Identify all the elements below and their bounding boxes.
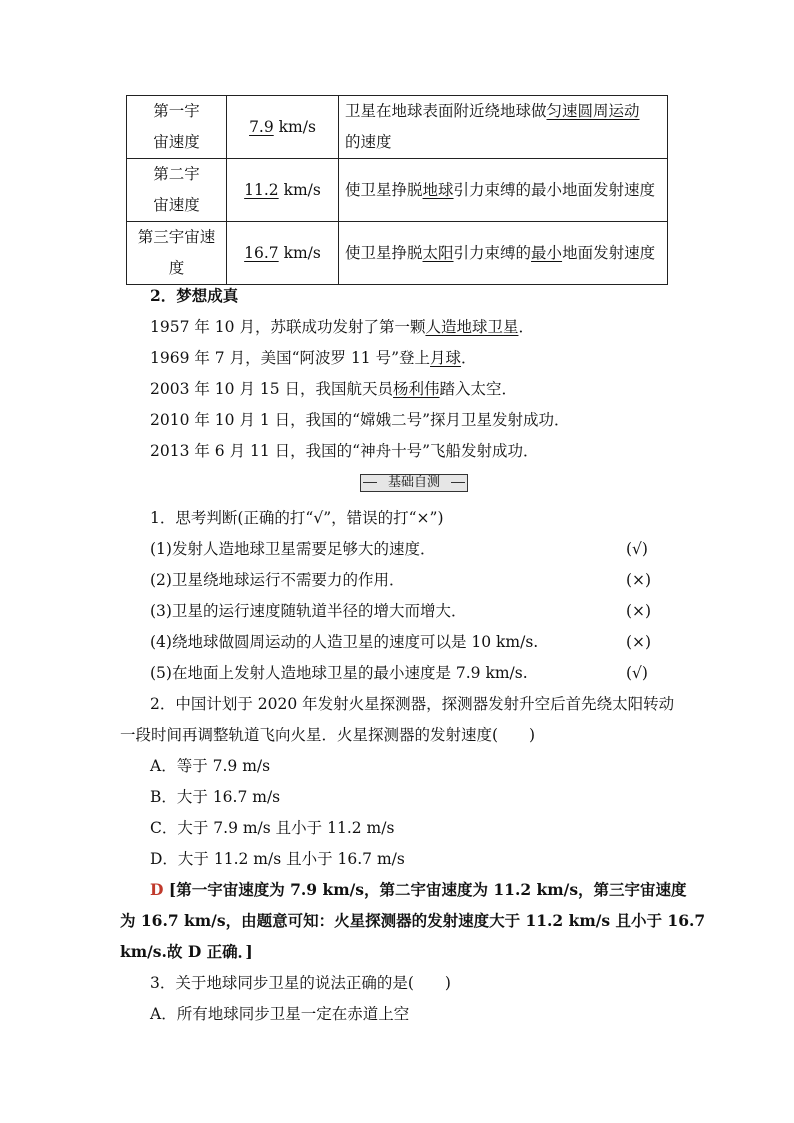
section-badge: 基础自测 bbox=[360, 474, 468, 492]
history-line: 2013 年 6 月 11 日，我国的“神舟十号”飞船发射成功． bbox=[150, 442, 539, 460]
question-stem: 3．关于地球同步卫星的说法正确的是( ) bbox=[150, 974, 451, 992]
history-line: 1957 年 10 月，苏联成功发射了第一颗人造地球卫星． bbox=[150, 318, 534, 336]
judgement-item: (5)在地面上发射人造地球卫星的最小速度是 7.9 km/s. bbox=[150, 664, 528, 682]
option-d: D．大于 11.2 m/s 且小于 16.7 m/s bbox=[150, 850, 405, 868]
option-a: A．等于 7.9 m/s bbox=[150, 757, 271, 775]
explanation-line: 为 16.7 km/s，由题意可知：火星探测器的发射速度大于 11.2 km/s 且小于 16.7 bbox=[120, 911, 706, 930]
option-a: A．所有地球同步卫星一定在赤道上空 bbox=[150, 1005, 410, 1023]
velocity-name-cell: 第二宇 宙速度 bbox=[127, 159, 227, 222]
velocity-value-cell: 16.7 km/s bbox=[227, 222, 339, 285]
explanation-line: D [第一宇宙速度为 7.9 km/s，第二宇宙速度为 11.2 km/s，第三宇宙速度 bbox=[150, 880, 687, 899]
judgement-item: (3)卫星的运行速度随轨道半径的增大而增大． bbox=[150, 602, 467, 620]
option-c: C．大于 7.9 m/s 且小于 11.2 m/s bbox=[150, 819, 395, 837]
table-row bbox=[127, 159, 668, 222]
question-title: 1．思考判断(正确的打“√”，错误的打“×”) bbox=[150, 509, 444, 527]
section-heading: 2．梦想成真 bbox=[150, 286, 239, 305]
judgement-mark: (×) bbox=[626, 602, 652, 620]
table-row bbox=[127, 222, 668, 285]
question-stem: 2．中国计划于 2020 年发射火星探测器，探测器发射升空后首先绕太阳转动 bbox=[150, 695, 675, 713]
explanation-line: km/s.故 D 正确．] bbox=[120, 942, 253, 961]
judgement-mark: (×) bbox=[626, 571, 652, 589]
judgement-item: (2)卫星绕地球运行不需要力的作用． bbox=[150, 571, 405, 589]
velocity-desc-cell: 使卫星挣脱地球引力束缚的最小地面发射速度 bbox=[339, 159, 668, 222]
answer-letter: D bbox=[150, 880, 164, 899]
cosmic-velocity-table bbox=[126, 95, 668, 285]
judgement-item: (1)发射人造地球卫星需要足够大的速度． bbox=[150, 540, 436, 558]
judgement-mark: (×) bbox=[626, 633, 652, 651]
velocity-desc-cell: 使卫星挣脱太阳引力束缚的最小地面发射速度 bbox=[339, 222, 668, 285]
history-line: 1969 年 7 月，美国“阿波罗 11 号”登上月球． bbox=[150, 349, 477, 367]
velocity-name-cell: 第三宇宙速 度 bbox=[127, 222, 227, 285]
table-row bbox=[127, 96, 668, 159]
history-line: 2003 年 10 月 15 日，我国航天员杨利伟踏入太空． bbox=[150, 380, 518, 398]
velocity-name-cell: 第一宇 宙速度 bbox=[127, 96, 227, 159]
judgement-mark: (√) bbox=[626, 664, 648, 682]
history-line: 2010 年 10 月 1 日，我国的“嫦娥二号”探月卫星发射成功． bbox=[150, 411, 570, 429]
velocity-value-cell: 11.2 km/s bbox=[227, 159, 339, 222]
question-stem: 一段时间再调整轨道飞向火星．火星探测器的发射速度( ) bbox=[120, 726, 536, 744]
velocity-desc-cell: 卫星在地球表面附近绕地球做匀速圆周运动 的速度 bbox=[339, 96, 668, 159]
judgement-item: (4)绕地球做圆周运动的人造卫星的速度可以是 10 km/s. bbox=[150, 633, 539, 651]
option-b: B．大于 16.7 m/s bbox=[150, 788, 281, 806]
velocity-value-cell: 7.9 km/s bbox=[227, 96, 339, 159]
judgement-mark: (√) bbox=[626, 540, 648, 558]
